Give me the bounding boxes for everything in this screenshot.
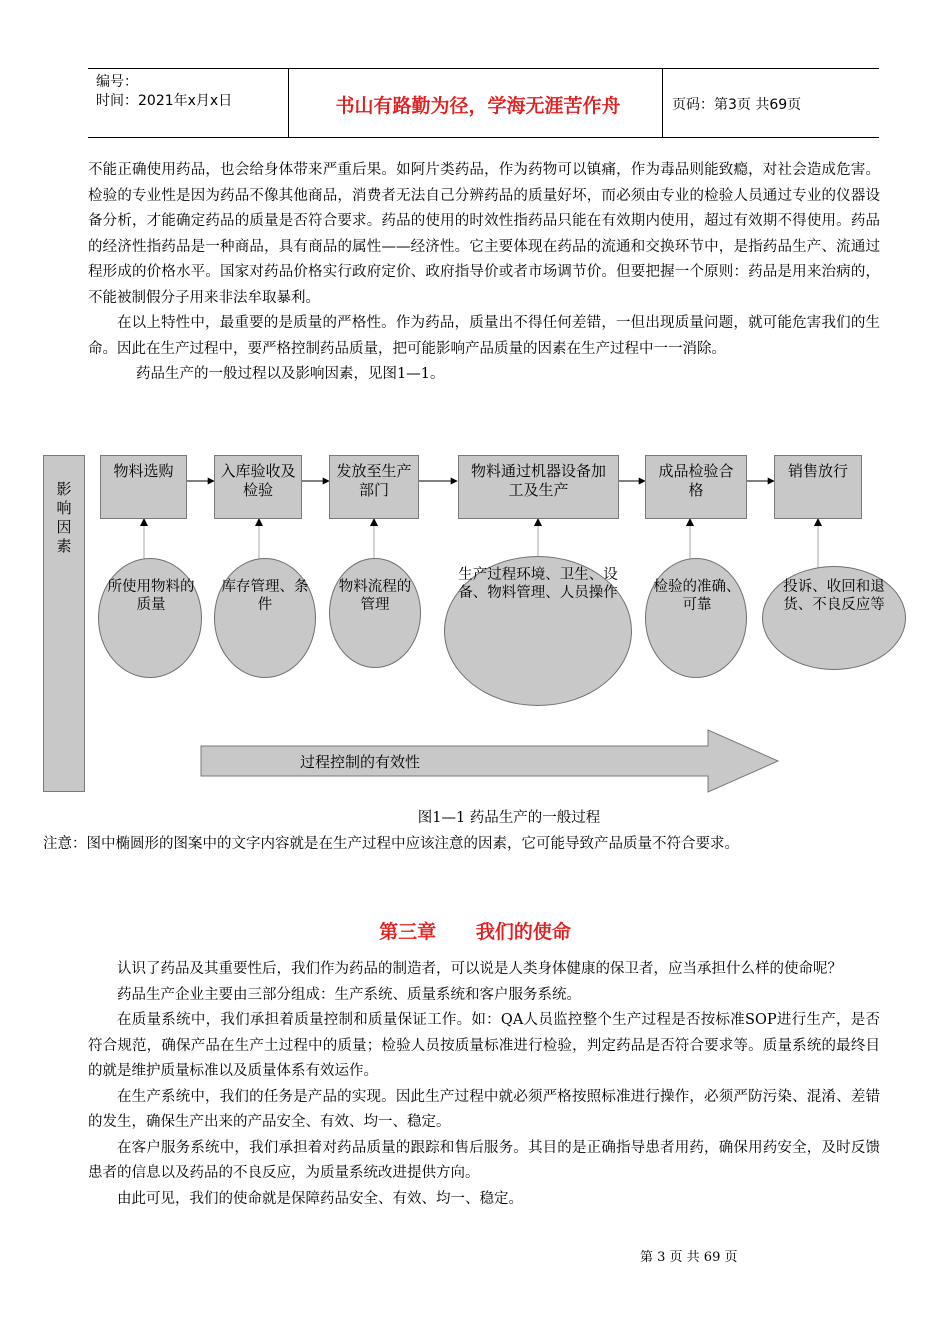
- factor-ellipse: [214, 558, 316, 678]
- factor-label: 检验的准确、可靠: [653, 579, 741, 613]
- factor-label: 投诉、收回和退货、不良反应等: [783, 579, 885, 613]
- document-time-label: 时间：2021年x月x日: [96, 93, 233, 109]
- header-page-info: 页码：第3页 共69页: [672, 97, 802, 113]
- factor-arrow-head: [686, 518, 694, 526]
- paragraph: 在以上特性中，最重要的是质量的严格性。作为药品，质量出不得任何差错，一但出现质量问题，就可能危害我们的生命。因此在生产过程中，要严格控制药品质量，把可能影响产品质量的因素在生产过程中一一消除。: [88, 315, 880, 357]
- paragraph: 在客户服务系统中，我们承担着对药品质量的跟踪和售后服务。其目的是正确指导患者用药，确保用药安全，及时反馈患者的信息以及药品的不良反应，为质量系统改进提供方向。: [88, 1139, 880, 1181]
- paragraph: 药品生产的一般过程以及影响因素，见图1—1。: [136, 366, 445, 382]
- factor-arrow-head: [140, 518, 148, 526]
- step-box: 物料通过机器设备加工及生产: [458, 455, 619, 519]
- paragraph: 在质量系统中，我们承担着质量控制和质量保证工作。如：QA人员监控整个生产过程是否按标准SOP进行生产，是否符合规范，确保产品在生产土过程中的质量；检验人员按质量标准进行检验，判定药品是否符合要求等。质量系统的最终目的就是维护质量标准以及质量体系有效运作。: [88, 1012, 880, 1079]
- step-box: 销售放行: [774, 455, 862, 519]
- factor-label: 所使用物料的质量: [107, 579, 195, 613]
- paragraph: 在生产系统中，我们的任务是产品的实现。因此生产过程中就必须严格按照标准进行操作，必须严防污染、混淆、差错的发生，确保生产出来的产品安全、有效、均一、稳定。: [88, 1088, 880, 1130]
- paragraph: 药品生产企业主要由三部分组成：生产系统、质量系统和客户服务系统。: [117, 986, 581, 1003]
- factor-ellipse: [98, 558, 202, 678]
- factor-arrow-head: [534, 518, 542, 526]
- page-footer: 第 3 页 共 69 页: [640, 1250, 738, 1265]
- chapter-title: 第三章 我们的使命: [379, 921, 571, 943]
- paragraph: 认识了药品及其重要性后，我们作为药品的制造者，可以说是人类身体健康的保卫者，应当承担什么样的使命呢？: [117, 961, 842, 977]
- figure-caption: 图1—1 药品生产的一般过程: [417, 810, 601, 826]
- body-text-bottom: [88, 957, 880, 1212]
- step-box: 成品检验合格: [645, 455, 747, 519]
- factor-arrow-head: [255, 518, 263, 526]
- step-box: 物料选购: [100, 455, 187, 519]
- paragraph: 不能正确使用药品，也会给身体带来严重后果。如阿片类药品，作为药物可以镇痛，作为毒品则能致瘾，对社会造成危害。检验的专业性是因为药品不像其他商品，消费者无法自己分辨药品的质量好坏，而必须由专业的检验人员通过专业的仪器设备分析，才能确定药品的质量是否符合要求。药品的使用的时效性指药品只能在有效期内使用，超过有效期不得使用。药品的经济性指药品是一种商品，具有商品的属性——经济性。它主要体现在药品的流通和交换环节中，是指药品生产、流通过程形成的价格水平。国家对药品价格实行政府定价、政府指导价或者市场调节价。但要把握一个原则：药品是用来治病的，不能被制假分子用来非法牟取暴利。: [88, 162, 880, 306]
- figure-note: 注意：图中椭圆形的图案中的文字内容就是在生产过程中应该注意的因素，它可能导致产品质量不符合要求。: [43, 836, 739, 852]
- arrow-label: 过程控制的有效性: [300, 753, 421, 771]
- factor-label: 物料流程的管理: [338, 579, 412, 613]
- factor-arrow-head: [370, 518, 378, 526]
- factor-arrow-head: [814, 518, 822, 526]
- process-control-arrow: [201, 730, 778, 792]
- paragraph: 由此可见，我们的使命就是保障药品安全、有效、均一、稳定。: [117, 1190, 523, 1207]
- influence-factors-label: 影响因素: [43, 455, 85, 792]
- document-number-label: 编号：: [96, 74, 138, 90]
- factor-label: 生产过程环境、卫生、设备、物料管理、人员操作: [458, 567, 618, 601]
- factor-label: 库存管理、条件: [221, 579, 309, 613]
- step-box: 发放至生产部门: [329, 455, 419, 519]
- factor-ellipse: [645, 558, 747, 678]
- step-box: 入库验收及检验: [214, 455, 302, 519]
- header-motto: 书山有路勤为径，学海无涯苦作舟: [335, 95, 621, 117]
